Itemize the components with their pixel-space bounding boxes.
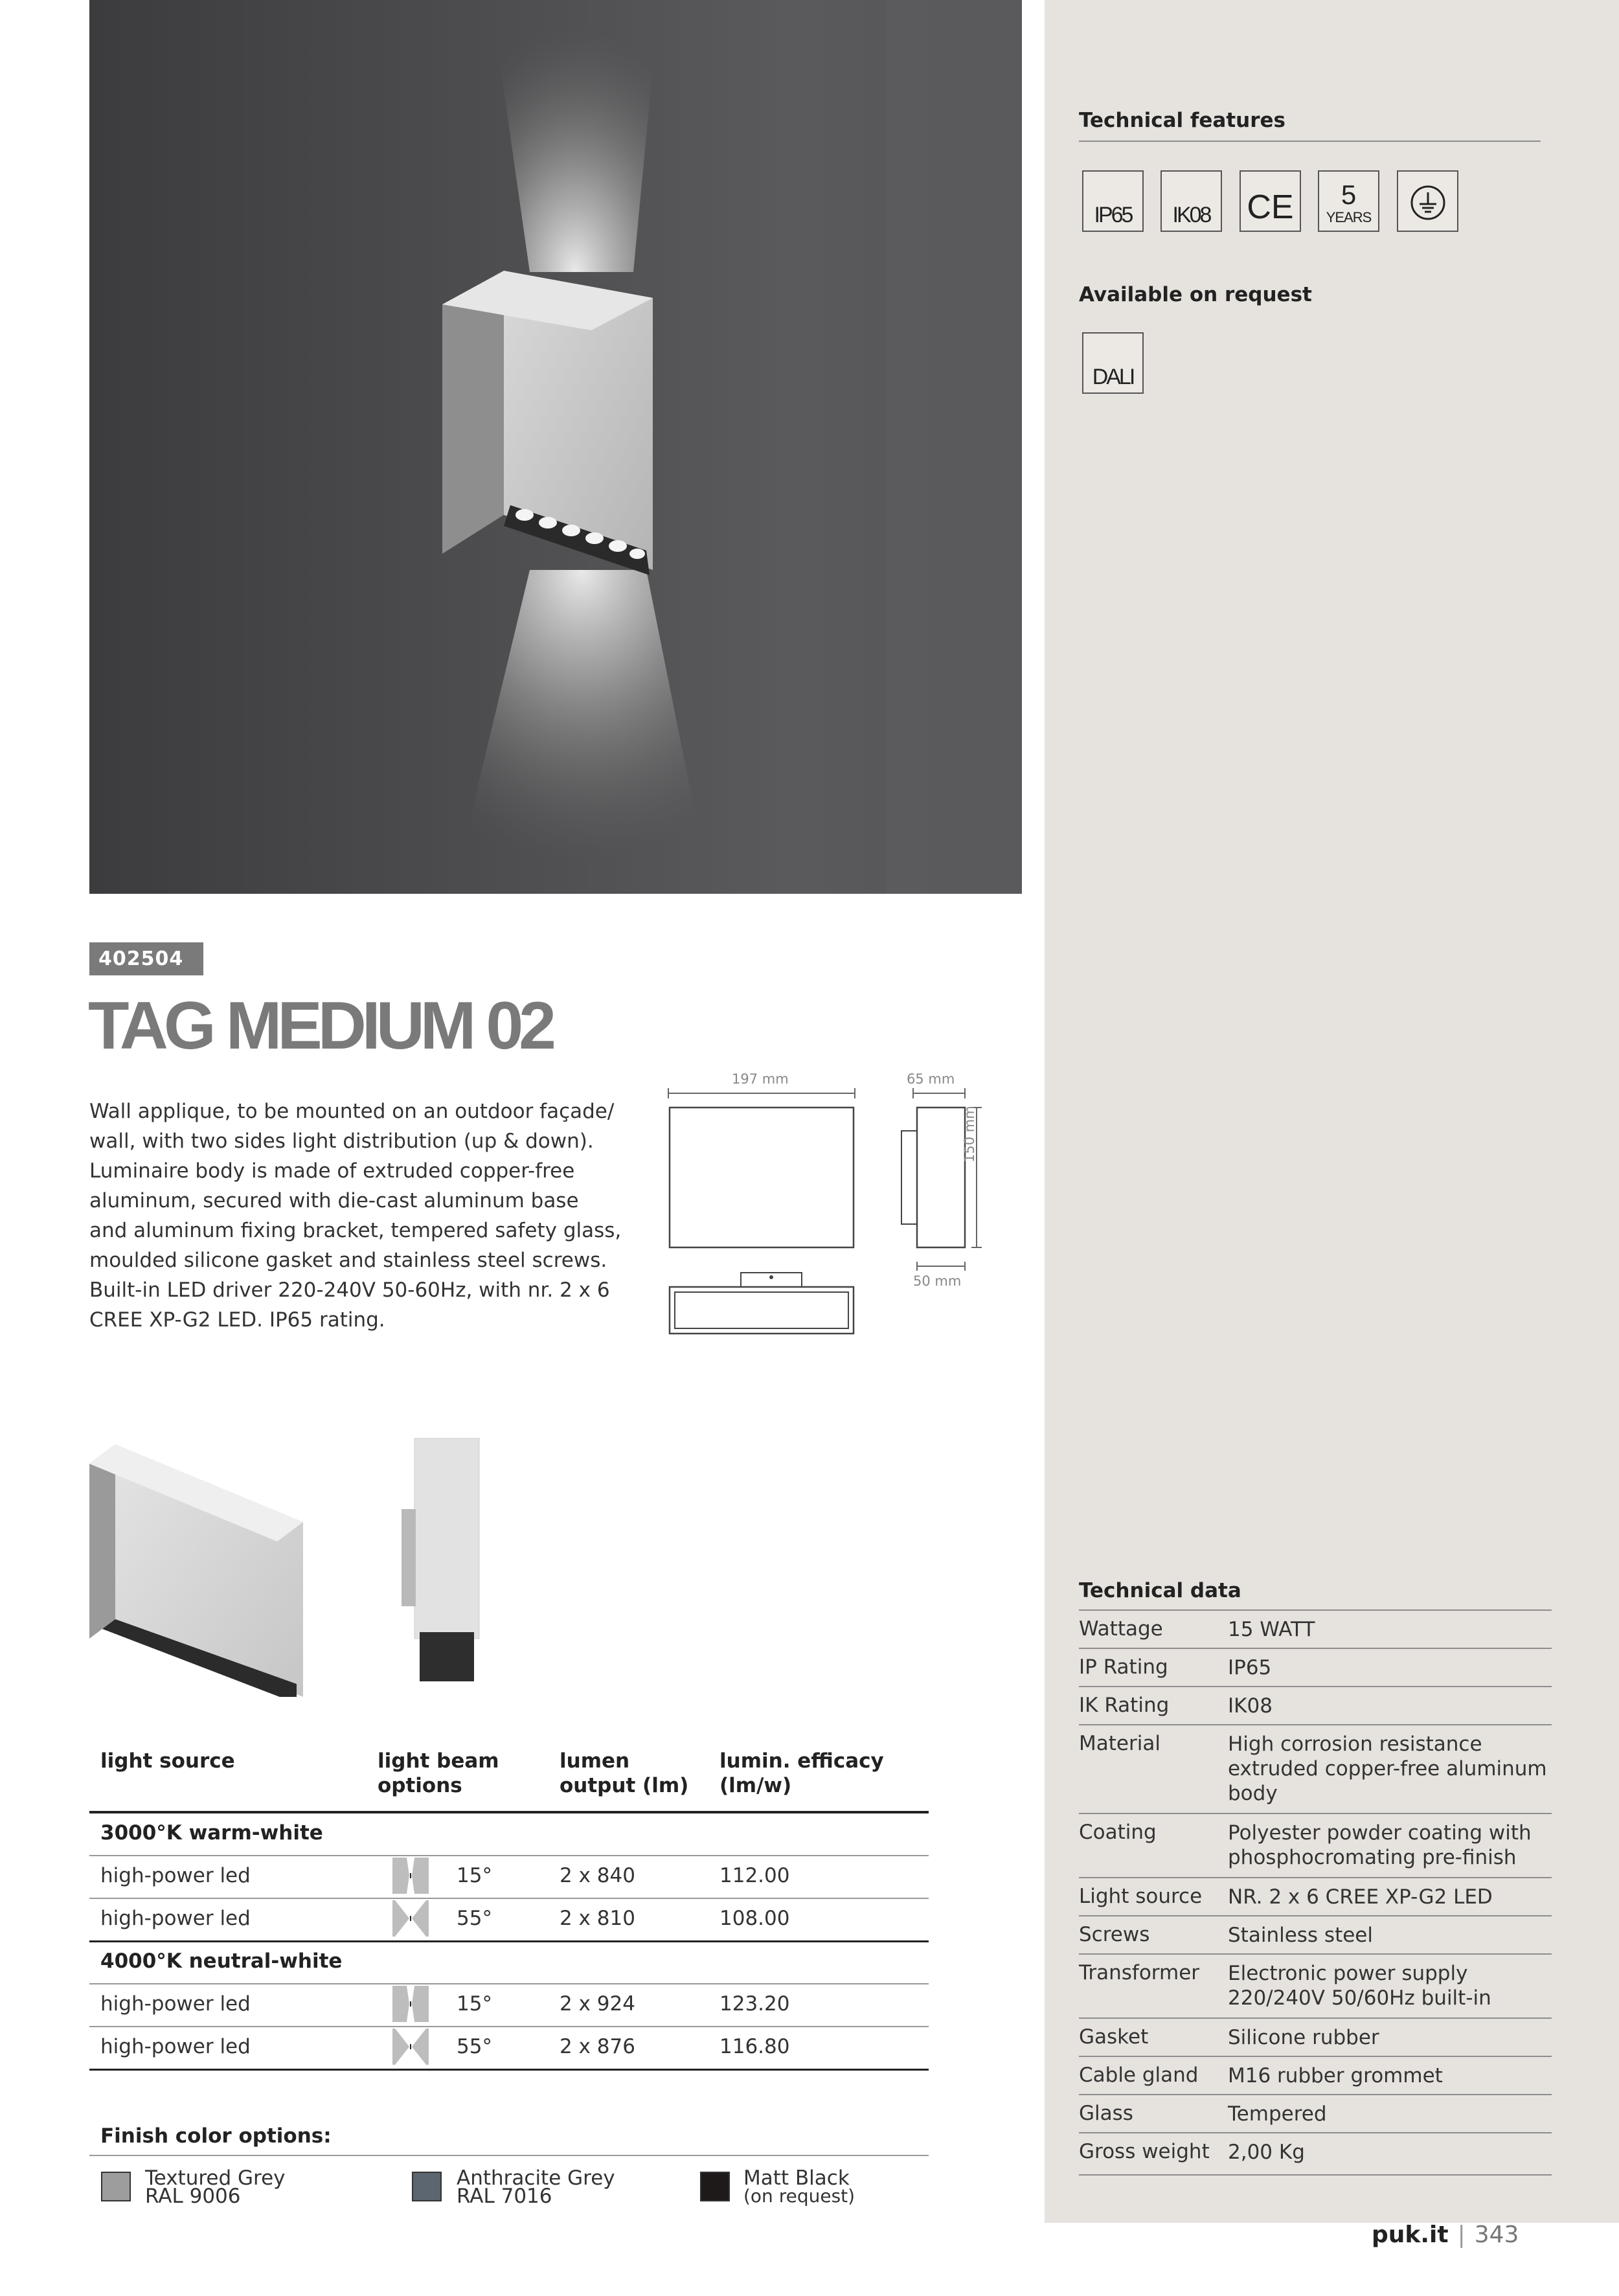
row-rule [1079,1648,1552,1649]
product-description [89,1097,640,1335]
technical-data-title: Technical data [1079,1579,1241,1602]
cell-source: high-power led [100,2035,251,2058]
available-on-request-title: Available on request [1079,283,1312,306]
site-link[interactable]: puk.it [1372,2222,1449,2248]
row-rule [1079,2018,1552,2019]
row-rule [1079,1877,1552,1878]
lamp-front-thumbnail [89,1425,316,1697]
header-efficacy-line1: lumin. efficacy [719,1749,884,1773]
row-rule [1079,2132,1552,2133]
product-title: TAG MEDIUM 02 [88,988,552,1063]
cell-lumen: 2 x 810 [560,1907,635,1930]
beam-wide-icon [392,2029,429,2065]
cell-beam: 55° [457,1907,492,1930]
ip65-icon: IP65 [1082,170,1144,232]
cell-efficacy: 116.80 [719,2035,790,2058]
row-rule [1079,1724,1552,1725]
dimension-depth-label: 65 mm [907,1071,955,1087]
row-rule [1079,1813,1552,1814]
section-rule [1079,1609,1552,1611]
cell-source: high-power led [100,1907,251,1930]
description-line: Luminaire body is made of extruded copper-free [89,1159,575,1183]
beam-narrow-icon [392,1986,429,2022]
header-lumen-line2: output (lm) [560,1774,689,1797]
table-rule [89,2026,929,2027]
row-rule [1079,2056,1552,2057]
dimension-height-label: 150 mm [962,1106,977,1163]
finish-label: Matt Black (on request) [743,2166,855,2207]
header-lumen-line1: lumen [560,1749,630,1773]
cell-lumen: 2 x 840 [560,1864,635,1887]
row-rule [1079,1915,1552,1916]
beam-wide-icon [392,1900,429,1937]
earth-ground-icon [1397,170,1458,232]
row-rule [1079,2174,1552,2176]
page-number: 343 [1474,2222,1519,2248]
beam-narrow-icon [392,1858,429,1894]
description-line: Wall applique, to be mounted on an outdoor façade/ [89,1100,615,1123]
warranty-icon: 5 YEARS [1318,170,1379,232]
cell-efficacy: 108.00 [719,1907,790,1930]
cell-beam: 15° [457,1992,492,2016]
lamp-side-thumbnail [395,1438,492,1684]
row-rule [1079,2094,1552,2095]
description-line: wall, with two sides light distribution (up & down). [89,1130,594,1153]
table-rule [89,1940,929,1942]
cell-lumen: 2 x 876 [560,2035,635,2058]
description-line: CREE XP-G2 LED. IP65 rating. [89,1308,385,1332]
row-rule [1079,1953,1552,1955]
cell-beam: 55° [457,2035,492,2058]
cell-efficacy: 112.00 [719,1864,790,1887]
wall-lamp-render [89,0,1022,894]
description-line: aluminum, secured with die-cast aluminum base [89,1189,579,1212]
finish-swatch-anthracite-grey [412,2172,442,2201]
finish-label: Textured Grey RAL 9006 [145,2166,286,2208]
technical-features-title: Technical features [1079,109,1285,132]
finish-swatch-matt-black [700,2172,730,2201]
cell-source: high-power led [100,1864,251,1887]
finish-swatch-textured-grey [101,2172,131,2201]
row-rule [1079,1686,1552,1687]
ce-mark-icon: CE [1240,170,1301,232]
dimension-drawing [661,1062,1023,1347]
table-rule [89,1983,929,1984]
description-line: Built-in LED driver 220-240V 50-60Hz, with nr. 2 x 6 [89,1279,610,1302]
ik08-icon: IK08 [1160,170,1222,232]
table-rule [89,1898,929,1899]
product-photo [89,0,1022,894]
table-rule [89,1811,929,1813]
page-footer [1372,2222,1519,2248]
table-rule [89,1855,929,1856]
header-beam-line2: options [378,1774,462,1797]
header-light-source: light source [100,1749,235,1773]
cell-lumen: 2 x 924 [560,1992,635,2016]
footer-separator: | [1457,2222,1466,2248]
finish-rule [89,2155,929,2156]
description-line: moulded silicone gasket and stainless steel screws. [89,1249,607,1272]
dali-icon: DALI [1082,332,1144,394]
table-rule [89,2069,929,2071]
finish-label: Anthracite Grey RAL 7016 [457,2166,615,2208]
finish-title: Finish color options: [100,2124,332,2148]
cell-efficacy: 123.20 [719,1992,790,2016]
header-beam-line1: light beam [378,1749,499,1773]
dimension-base-label: 50 mm [913,1273,962,1289]
cell-beam: 15° [457,1864,492,1887]
header-efficacy-line2: (lm/w) [719,1774,792,1797]
section-rule [1079,141,1541,142]
description-line: and aluminum fixing bracket, tempered safety glass, [89,1219,622,1242]
dimension-width-label: 197 mm [732,1071,789,1087]
cell-source: high-power led [100,1992,251,2016]
product-code: 402504 [89,942,203,975]
